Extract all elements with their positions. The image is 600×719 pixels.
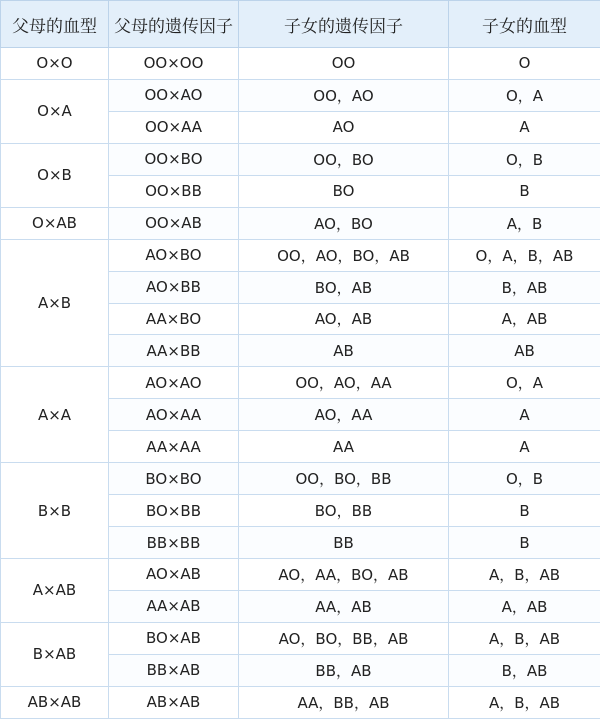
parent-genes-cell: BB×AB	[109, 654, 239, 686]
child-genes-cell: AO，BO，BB，AB	[239, 622, 449, 654]
table-row	[1, 622, 600, 654]
parent-genes-cell: BB×BB	[109, 527, 239, 559]
parent-blood-type-cell: A×A	[1, 367, 109, 463]
table-row	[1, 48, 600, 80]
child-blood-type-cell: O，A，B，AB	[449, 239, 600, 271]
table-row	[1, 559, 600, 591]
child-blood-type-cell: B	[449, 175, 600, 207]
table-header	[1, 1, 600, 48]
parent-genes-cell: BO×AB	[109, 622, 239, 654]
child-blood-type-cell: O，B	[449, 463, 600, 495]
parent-blood-type-cell: B×AB	[1, 622, 109, 686]
header-parent-blood-type: 父母的血型	[1, 1, 109, 48]
child-genes-cell: AO，AA	[239, 399, 449, 431]
parent-blood-type-cell: O×O	[1, 48, 109, 80]
child-blood-type-cell: B	[449, 495, 600, 527]
child-genes-cell: AA，BB，AB	[239, 686, 449, 718]
child-blood-type-cell: A，B，AB	[449, 559, 600, 591]
child-genes-cell: AO	[239, 111, 449, 143]
parent-blood-type-cell: AB×AB	[1, 686, 109, 718]
parent-blood-type-cell: A×AB	[1, 559, 109, 623]
child-genes-cell: BB，AB	[239, 654, 449, 686]
child-blood-type-cell: AB	[449, 335, 600, 367]
parent-blood-type-cell: A×B	[1, 239, 109, 367]
parent-genes-cell: OO×BO	[109, 143, 239, 175]
parent-genes-cell: AO×AA	[109, 399, 239, 431]
child-genes-cell: BO	[239, 175, 449, 207]
parent-genes-cell: AO×BO	[109, 239, 239, 271]
table-row	[1, 686, 600, 718]
child-blood-type-cell: B	[449, 527, 600, 559]
header-child-genes: 子女的遗传因子	[239, 1, 449, 48]
child-blood-type-cell: A，AB	[449, 303, 600, 335]
child-genes-cell: OO，AO，BO，AB	[239, 239, 449, 271]
child-blood-type-cell: O，A	[449, 79, 600, 111]
table-body	[1, 48, 600, 719]
parent-genes-cell: AA×AB	[109, 590, 239, 622]
child-genes-cell: BO，BB	[239, 495, 449, 527]
child-blood-type-cell: A，B，AB	[449, 622, 600, 654]
parent-genes-cell: AO×AO	[109, 367, 239, 399]
parent-genes-cell: AO×BB	[109, 271, 239, 303]
header-child-blood-type: 子女的血型	[449, 1, 600, 48]
child-blood-type-cell: A	[449, 431, 600, 463]
table-row	[1, 79, 600, 111]
parent-genes-cell: AO×AB	[109, 559, 239, 591]
child-blood-type-cell: A，AB	[449, 590, 600, 622]
child-genes-cell: AO，AA，BO，AB	[239, 559, 449, 591]
child-blood-type-cell: B，AB	[449, 271, 600, 303]
parent-genes-cell: BO×BO	[109, 463, 239, 495]
parent-genes-cell: OO×OO	[109, 48, 239, 80]
child-genes-cell: AO，AB	[239, 303, 449, 335]
parent-genes-cell: OO×AB	[109, 207, 239, 239]
child-genes-cell: AA，AB	[239, 590, 449, 622]
child-blood-type-cell: A，B	[449, 207, 600, 239]
parent-genes-cell: OO×BB	[109, 175, 239, 207]
parent-genes-cell: AA×BO	[109, 303, 239, 335]
parent-genes-cell: OO×AO	[109, 79, 239, 111]
child-blood-type-cell: A	[449, 399, 600, 431]
child-blood-type-cell: B，AB	[449, 654, 600, 686]
child-blood-type-cell: A	[449, 111, 600, 143]
child-genes-cell: BO，AB	[239, 271, 449, 303]
child-genes-cell: BB	[239, 527, 449, 559]
child-blood-type-cell: O，A	[449, 367, 600, 399]
header-row	[1, 1, 600, 48]
child-genes-cell: OO，BO，BB	[239, 463, 449, 495]
parent-genes-cell: BO×BB	[109, 495, 239, 527]
table-row	[1, 367, 600, 399]
parent-blood-type-cell: O×A	[1, 79, 109, 143]
parent-blood-type-cell: O×AB	[1, 207, 109, 239]
child-genes-cell: AA	[239, 431, 449, 463]
child-blood-type-cell: O	[449, 48, 600, 80]
parent-blood-type-cell: B×B	[1, 463, 109, 559]
parent-blood-type-cell: O×B	[1, 143, 109, 207]
table-row	[1, 143, 600, 175]
parent-genes-cell: AA×AA	[109, 431, 239, 463]
child-genes-cell: OO，AO	[239, 79, 449, 111]
child-genes-cell: OO	[239, 48, 449, 80]
parent-genes-cell: AB×AB	[109, 686, 239, 718]
table-row	[1, 207, 600, 239]
parent-genes-cell: OO×AA	[109, 111, 239, 143]
child-genes-cell: OO，AO，AA	[239, 367, 449, 399]
header-parent-genes: 父母的遗传因子	[109, 1, 239, 48]
table-row	[1, 463, 600, 495]
child-genes-cell: AB	[239, 335, 449, 367]
child-genes-cell: OO，BO	[239, 143, 449, 175]
table-row	[1, 239, 600, 271]
parent-genes-cell: AA×BB	[109, 335, 239, 367]
child-genes-cell: AO，BO	[239, 207, 449, 239]
child-blood-type-cell: A，B，AB	[449, 686, 600, 718]
child-blood-type-cell: O，B	[449, 143, 600, 175]
